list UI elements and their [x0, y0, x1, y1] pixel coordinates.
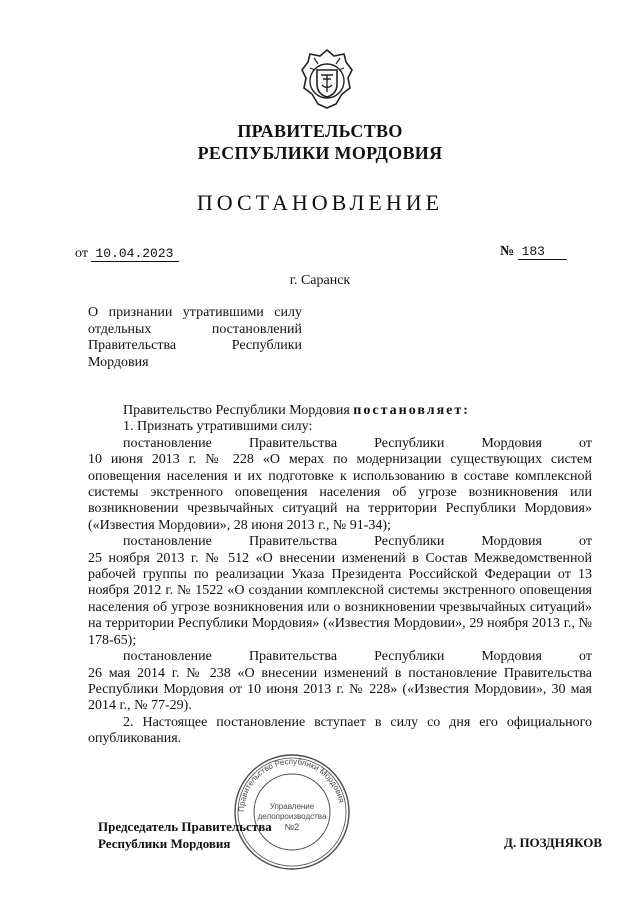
- repeal-3-first-line: постановление Правительства Республики Мордовия от: [123, 649, 592, 665]
- repeal-2-text: 25 ноября 2013 г. № 512 «О внесении изменений в Состав Межведомственной рабочей группы по реализации Указа Президента Российской Федерации от 13 ноября 2012 г. № 1522 «О создании комплексной системы экстренного оповещения населения об угрозе возникновения или о возникновении чрезвычайных ситуаций» на территории Республики Мордовия» («Известия Мордовии», 29 ноября 2013 г., № 178-65);: [88, 550, 592, 648]
- item-1: 1. Признать утратившими силу:: [123, 419, 313, 435]
- intro-text: Правительство Республики Мордовия: [123, 403, 350, 418]
- date-row: [75, 246, 179, 262]
- repeal-1-text: 10 июня 2013 г. № 228 «О мерах по модернизации существующих систем оповещения населения и их подготовке к использованию в составе комплексной системы экстренного оповещения населения об угрозе возникновения или возникновении чрезвычайных ситуаций на территории Республики Мордовия» («Известия Мордовии», 28 июня 2013 г., № 91-34);: [88, 452, 592, 533]
- stamp-ring-text: Правительство Республики Мордовия: [236, 756, 347, 813]
- signatory-position: [98, 818, 272, 852]
- document-date: 10.04.2023: [91, 246, 179, 262]
- document-type-title: ПОСТАНОВЛЕНИЕ: [196, 190, 444, 215]
- coat-of-arms-icon: [300, 48, 354, 110]
- document-number: 183: [518, 244, 567, 260]
- stamp-center-line2: делопроизводства: [257, 812, 327, 821]
- number-row: [500, 244, 567, 260]
- official-stamp: [232, 752, 352, 872]
- government-name-line2: РЕСПУБЛИКИ МОРДОВИЯ: [197, 143, 443, 163]
- repeal-3-text: 26 мая 2014 г. № 238 «О внесении изменений в постановление Правительства Республики Мордовия от 10 июня 2013 г. № 228» («Известия Мордовии», 30 мая 2014 г., № 77-29).: [88, 665, 592, 714]
- document-body: [88, 403, 592, 748]
- signatory-position-line1: Председатель Правительства: [98, 819, 272, 834]
- date-prefix: от: [75, 246, 88, 261]
- repeal-2-first-line: постановление Правительства Республики Мордовия от: [123, 534, 592, 550]
- city: г. Саранск: [289, 273, 351, 288]
- item-2: 2. Настоящее постановление вступает в силу со дня его официального опубликования.: [88, 714, 592, 747]
- signatory-name: Д. ПОЗДНЯКОВ: [504, 835, 603, 850]
- intro-verb: постановляет:: [353, 403, 470, 418]
- repeal-1-first-line: постановление Правительства Республики Мордовия от: [123, 435, 592, 451]
- stamp-center-line3: №2: [284, 822, 300, 832]
- number-prefix: №: [500, 244, 515, 259]
- signatory-position-line2: Республики Мордовия: [98, 836, 231, 851]
- stamp-center-line1: Управление: [269, 802, 315, 811]
- government-name-line1: ПРАВИТЕЛЬСТВО: [237, 121, 403, 141]
- intro-paragraph: [88, 403, 592, 419]
- document-subject: О признании утратившими силу отдельных постановлений Правительства Республики Мордовия: [88, 305, 302, 370]
